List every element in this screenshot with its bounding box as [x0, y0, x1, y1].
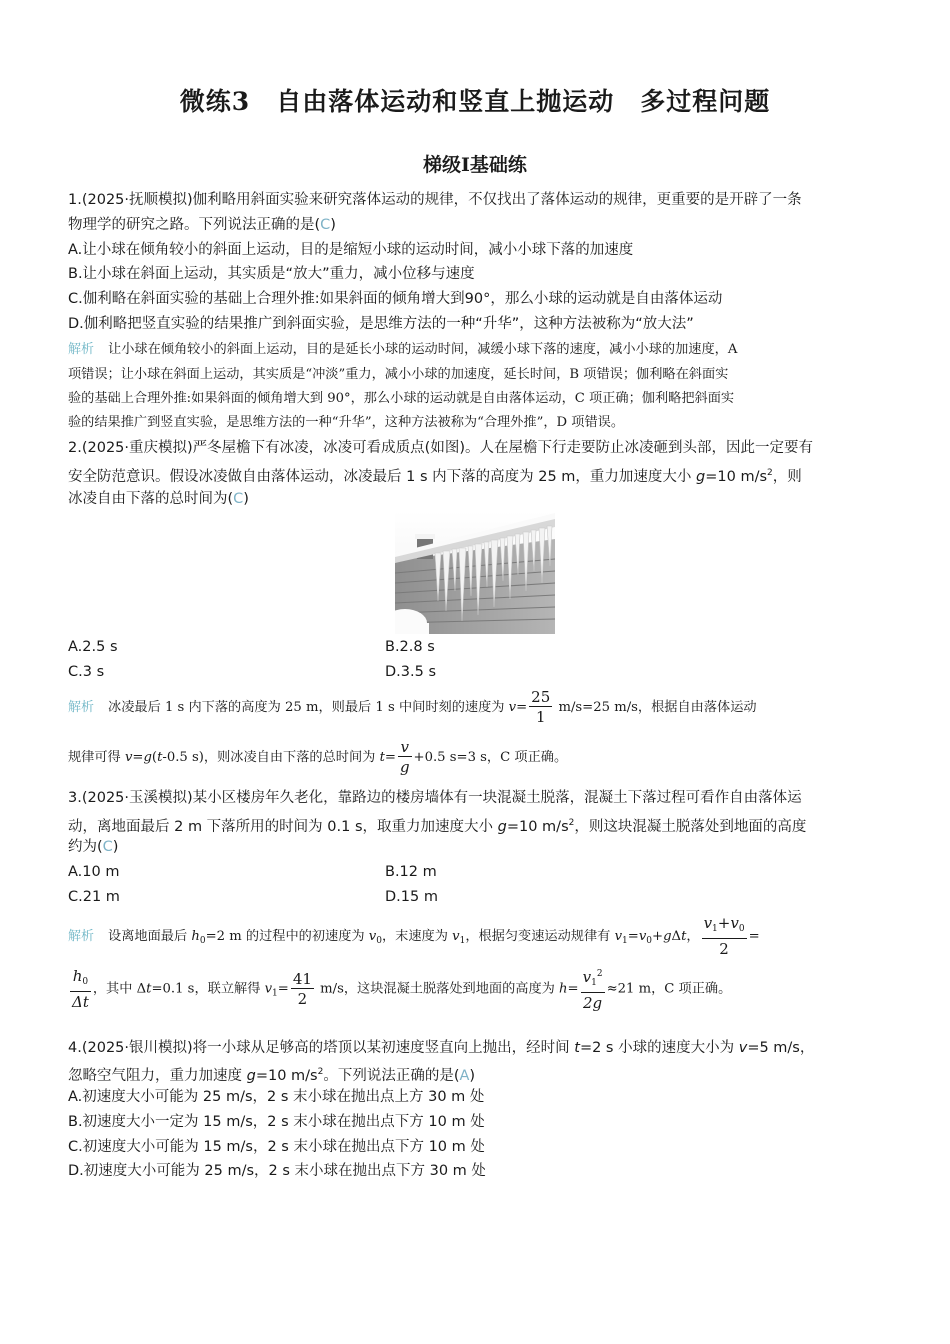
- denominator: g: [399, 758, 410, 776]
- var-t: t: [146, 981, 152, 997]
- q3-analysis-line2: [68, 965, 731, 1014]
- subscript: 1: [712, 924, 718, 934]
- q1-stem-line1: 1.(2025·抚顺模拟)伽利略用斜面实验来研究落体运动的规律，不仅找出了落体运动的规律，更重要的是开辟了一条: [68, 192, 802, 208]
- denominator: 1: [529, 706, 552, 727]
- q1-analysis-line1: [68, 340, 737, 360]
- q3-option-d: D.15 m: [385, 889, 438, 905]
- q3-option-c: C.21 m: [68, 889, 120, 905]
- fraction-41-over-2: [291, 970, 314, 1009]
- var-v: v: [738, 1040, 748, 1056]
- q3-stem-line2: [68, 813, 806, 837]
- q2-option-c: C.3 s: [68, 664, 105, 680]
- fraction-v-over-g: [398, 738, 412, 777]
- denominator: Δt: [72, 992, 89, 1011]
- var-t: t: [157, 750, 163, 765]
- q4-option-d: D.初速度大小可能为 25 m/s，2 s 末小球在抛出点下方 30 m 处: [68, 1163, 486, 1179]
- var-g: g: [246, 1068, 256, 1084]
- q4-answer: A: [459, 1068, 470, 1084]
- var-v: v: [638, 929, 647, 944]
- q2-text: 安全防范意识。假设冰凌做自由落体运动，冰凌最后 1 s 内下落的高度为 25 m，重力加速度大小: [68, 469, 697, 485]
- q2-analysis-text: m/s=25 m/s，根据自由落体运动: [554, 700, 757, 715]
- q4-text: =10 m/s: [255, 1068, 318, 1084]
- q3-option-a: A.10 m: [68, 864, 120, 880]
- q1-stem-line2: [68, 215, 336, 235]
- subscript: 0: [82, 976, 89, 987]
- q3-option-b: B.12 m: [385, 864, 437, 880]
- q2-stem-line2: [68, 463, 802, 487]
- q3-analysis-text: ≈21 m，C 项正确。: [606, 981, 732, 997]
- q4-stem-line1: [68, 1038, 814, 1058]
- subscript: 0: [376, 936, 382, 946]
- q1-analysis-text: 让小球在倾角较小的斜面上运动，目的是延长小球的运动时间，减缓小球下落的速度，减小小球的加速度，A: [108, 342, 738, 357]
- var-v: v: [264, 981, 273, 997]
- equals: =: [627, 929, 639, 944]
- var-h: h: [72, 966, 83, 985]
- var-g: g: [663, 929, 672, 944]
- q2-analysis-line2: [68, 738, 567, 778]
- q2-analysis-text: 冰凌最后 1 s 内下落的高度为 25 m，则最后 1 s 中间时刻的速度为: [108, 700, 509, 715]
- q3-analysis-text: ，末速度为: [381, 929, 453, 944]
- q4-text: =5 m/s，: [747, 1040, 815, 1056]
- var-h: h: [559, 981, 568, 997]
- plus: +: [717, 914, 731, 932]
- equals: =: [516, 700, 528, 715]
- subscript: 1: [272, 988, 278, 999]
- q3-analysis-text: =0.1 s，联立解得: [151, 981, 265, 997]
- analysis-tag: 解析: [68, 929, 95, 944]
- q3-stem-line3: [68, 837, 118, 857]
- q2-option-b: B.2.8 s: [385, 639, 435, 655]
- q1-option-c: C.伽利略在斜面实验的基础上合理外推:如果斜面的倾角增大到90°，那么小球的运动就是自由落体运动: [68, 291, 723, 307]
- q3-analysis-line1: [68, 914, 760, 961]
- var-v: v: [368, 929, 377, 944]
- var-h: h: [191, 929, 200, 944]
- denominator: 2g: [583, 994, 603, 1012]
- subscript: 0: [738, 924, 745, 934]
- q4-text: 4.(2025·银川模拟)将一小球从足够高的塔顶以某初速度竖直向上抛出，经时间: [68, 1040, 575, 1056]
- q4-text: 忽略空气阻力，重力加速度: [68, 1068, 247, 1084]
- q3-analysis-text: ，其中 Δ: [92, 981, 147, 997]
- q1-analysis-line4: 验的结果推广到竖直实验，是思维方法的一种“升华”，这种方法被称为“合理外推”，D 项错误。: [68, 415, 625, 430]
- numerator: 25: [531, 688, 551, 706]
- delta: Δ: [671, 929, 682, 944]
- var-v: v: [582, 968, 592, 986]
- q2-analysis-text: 规律可得: [68, 750, 125, 765]
- numerator: 41: [292, 969, 312, 988]
- q1-option-b: B.让小球在斜面上运动，其实质是“放大”重力，减小位移与速度: [68, 266, 475, 282]
- denominator: 2: [291, 988, 314, 1009]
- var-v: v: [452, 929, 460, 944]
- fraction-25-over-1: [529, 688, 552, 727]
- q1-option-d: D.伽利略把竖直实验的结果推广到斜面实验，是思维方法的一种“升华”，这种方法被称为“放大法”: [68, 316, 694, 332]
- q4-option-c: C.初速度大小可能为 15 m/s，2 s 末小球在抛出点下方 10 m 处: [68, 1139, 485, 1155]
- q3-text: 动，离地面最后 2 m 下落所用的时间为 0.1 s，取重力加速度大小: [68, 819, 498, 835]
- q2-option-d: D.3.5 s: [385, 664, 436, 680]
- q2-g: g: [696, 469, 706, 485]
- var-t: t: [681, 929, 687, 944]
- icicle-eaves-photo: [395, 511, 555, 634]
- plus: +: [652, 929, 664, 944]
- q3-text: =10 m/s: [506, 819, 569, 835]
- q2-answer: C: [233, 491, 244, 507]
- q3-analysis-text: =2 m 的过程中的初速度为: [205, 929, 369, 944]
- q3-analysis-text: 设离地面最后: [108, 929, 192, 944]
- q4-stem-line2: [68, 1062, 475, 1086]
- denominator: 2: [702, 938, 747, 959]
- q2-bracket-close: ): [243, 491, 249, 507]
- q2-stem-line1: 2.(2025·重庆模拟)严冬屋檐下有冰凌，冰凌可看成质点(如图)。人在屋檐下行走要防止冰凌砸到头部，因此一定要有: [68, 440, 813, 456]
- superscript: 2: [596, 969, 603, 979]
- var-t: t: [574, 1040, 580, 1056]
- paren: (: [151, 750, 158, 765]
- q3-sup: 2: [568, 818, 575, 828]
- equals: =: [748, 929, 760, 944]
- q4-option-a: A.初速度大小可能为 25 m/s，2 s 末小球在抛出点上方 30 m 处: [68, 1089, 485, 1105]
- fraction-h0-over-dt: [70, 967, 91, 1012]
- q1-stem-text: 物理学的研究之路。下列说法正确的是(: [68, 217, 321, 233]
- subscript: 1: [622, 936, 628, 946]
- fraction-v1-plus-v0-over-2: [702, 914, 747, 959]
- q2-analysis-text: +0.5 s=3 s，C 项正确。: [413, 750, 568, 765]
- q2-text: 冰凌自由下落的总时间为(: [68, 491, 234, 507]
- section-subtitle: 梯级Ⅰ基础练: [423, 154, 527, 176]
- analysis-tag: 解析: [68, 700, 95, 715]
- subscript: 0: [646, 936, 653, 946]
- equals: =: [567, 981, 579, 997]
- q1-answer: C: [320, 217, 331, 233]
- q4-option-b: B.初速度大小一定为 15 m/s，2 s 末小球在抛出点下方 10 m 处: [68, 1114, 485, 1130]
- q2-analysis-text: -0.5 s)，则冰凌自由下落的总时间为: [162, 750, 380, 765]
- equals: =: [384, 750, 396, 765]
- q1-option-a: A.让小球在倾角较小的斜面上运动，目的是缩短小球的运动时间，减小小球下落的加速度: [68, 242, 634, 258]
- q4-sup: 2: [317, 1067, 324, 1077]
- q1-bracket-close: ): [330, 217, 336, 233]
- analysis-tag: 解析: [68, 342, 95, 357]
- q2-sup: 2: [767, 468, 773, 478]
- var-v: v: [730, 914, 739, 932]
- q3-bracket-close: ): [112, 839, 119, 855]
- var-v: v: [614, 929, 623, 944]
- var-v: v: [508, 700, 517, 715]
- fraction-v1sq-over-2g: [581, 965, 605, 1013]
- q3-answer: C: [102, 839, 113, 855]
- var-v: v: [124, 750, 133, 765]
- q3-text: 约为(: [68, 839, 103, 855]
- var-g: g: [143, 750, 152, 765]
- q3-analysis-text: m/s，这块混凝土脱落处到地面的高度为: [315, 981, 560, 997]
- q1-analysis-line2: 项错误；让小球在斜面上运动，其实质是“冲淡”重力，减小小球的加速度，延长时间，B 项错误；伽利略在斜面实: [68, 367, 729, 382]
- q2-option-a: A.2.5 s: [68, 639, 118, 655]
- var-t: t: [379, 750, 385, 765]
- q2-stem-line3: [68, 489, 249, 509]
- q3-analysis-text: ，根据匀变速运动规律有: [465, 929, 615, 944]
- page-title: 微练3 自由落体运动和竖直上抛运动 多过程问题: [179, 87, 771, 116]
- q1-analysis-line3: 验的基础上合理外推:如果斜面的倾角增大到 90°，那么小球的运动就是自由落体运动，C 项正确；伽利略把斜面实: [68, 391, 735, 406]
- comma: ，: [686, 929, 700, 944]
- equals: =: [132, 750, 144, 765]
- q4-bracket-close: ): [469, 1068, 476, 1084]
- equals: =: [277, 981, 289, 997]
- subscript: 0: [199, 936, 206, 946]
- var-v: v: [703, 914, 713, 932]
- q2-analysis-line1: [68, 688, 757, 728]
- numerator: v: [400, 738, 409, 756]
- q4-text: =2 s 小球的速度大小为: [579, 1040, 739, 1056]
- q3-stem-line1: 3.(2025·玉溪模拟)某小区楼房年久老化，靠路边的楼房墙体有一块混凝土脱落，混凝土下落过程可看作自由落体运: [68, 790, 802, 806]
- q2-text: =10 m/s: [705, 469, 768, 485]
- q2-text: ，则: [772, 469, 802, 485]
- subscript: 1: [591, 978, 597, 988]
- var-g: g: [497, 819, 507, 835]
- q4-text: 。下列说法正确的是(: [323, 1068, 460, 1084]
- q3-text: ，则这块混凝土脱落处到地面的高度: [574, 819, 807, 835]
- subscript: 1: [459, 936, 466, 946]
